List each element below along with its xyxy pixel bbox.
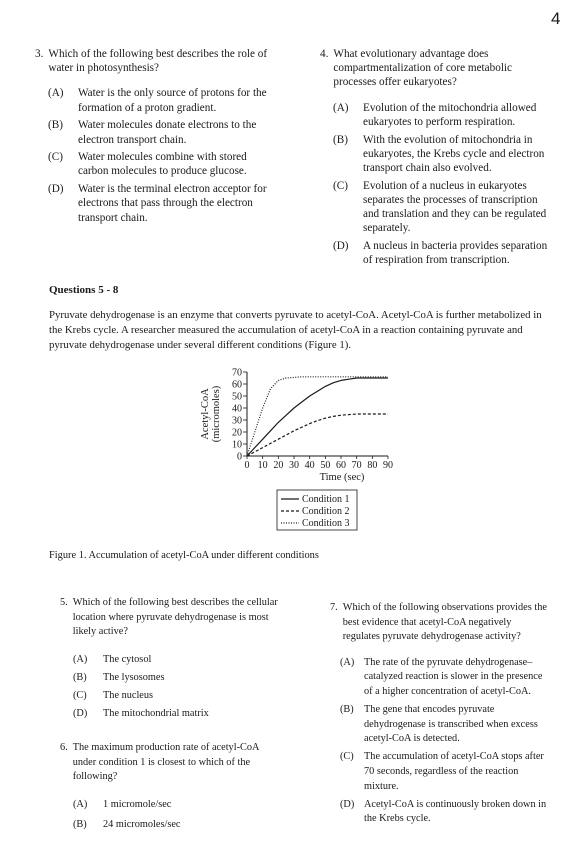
page-number: 4 — [551, 9, 561, 28]
series-lines — [247, 377, 388, 456]
option-list — [60, 796, 275, 833]
figure-1-chart — [195, 362, 405, 534]
question-5 — [60, 596, 280, 725]
x-tick-label: 90 — [383, 460, 393, 471]
y-tick-label: 30 — [232, 415, 242, 427]
y-axis-label-line-2: (micromoles) — [211, 385, 222, 443]
section-title: Questions 5 - 8 — [49, 284, 119, 296]
legend-label-1: Condition 1 — [302, 494, 350, 505]
figure-caption: Figure 1. Accumulation of acetyl-CoA under different conditions — [49, 550, 319, 561]
x-tick-label: 50 — [320, 460, 331, 471]
option-a[interactable]: (A) 1 micromole/sec — [73, 798, 172, 810]
option-a[interactable]: (A) Evolution of the mitochondria allowed eukaryotes to perform respiration. — [333, 101, 537, 128]
option-d[interactable]: (D) The mitochondrial matrix — [73, 708, 209, 720]
axes — [247, 372, 388, 456]
option-c[interactable]: (C) Water molecules combine with stored carbon molecules to produce glucose. — [48, 151, 247, 178]
option-b[interactable]: (B) Water molecules donate electrons to the electron transport chain. — [48, 119, 257, 146]
x-axis-label: Time (sec) — [319, 472, 365, 483]
x-tick-label: 40 — [304, 460, 315, 471]
series-line-condition-2 — [247, 414, 388, 456]
y-tick-label: 60 — [232, 379, 242, 391]
question-stem: Which of the following observations provides the best evidence that acetyl-CoA negatively regulates pyruvate dehydrogenase activity? — [342, 602, 547, 643]
y-axis-label-line-1: Acetyl-CoA — [200, 388, 211, 440]
question-6 — [60, 741, 275, 843]
question-stem: Which of the following best describes the role of water in photosynthesis? — [48, 48, 268, 75]
question-number: 4. — [320, 48, 329, 60]
question-stem: Which of the following best describes the cellular location where pyruvate dehydrogenase is most likely active? — [72, 597, 278, 638]
option-list — [330, 656, 550, 827]
option-a[interactable]: (A) The cytosol — [73, 653, 152, 665]
x-tick-label: 30 — [289, 460, 299, 471]
x-tick-label: 60 — [336, 460, 346, 471]
question-3 — [35, 47, 275, 228]
question-number: 5. — [60, 597, 68, 608]
question-4 — [320, 47, 550, 271]
option-b[interactable]: (B) 24 micromoles/sec — [73, 819, 181, 831]
question-7 — [330, 601, 550, 843]
legend-label-2: Condition 2 — [302, 506, 350, 517]
question-stem: The maximum production rate of acetyl-CoA under condition 1 is closest to which of the following? — [72, 742, 259, 783]
y-ticks — [232, 368, 247, 463]
y-tick-label: 0 — [237, 451, 242, 463]
y-axis-label — [200, 385, 222, 442]
series-line-condition-3 — [247, 377, 388, 456]
option-a[interactable]: (A) The rate of the pyruvate dehydrogenase–catalyzed reaction is slower in the presence of a higher concentration of acetyl-CoA. — [340, 656, 543, 697]
y-tick-label: 20 — [232, 427, 242, 439]
legend-label-3: Condition 3 — [302, 518, 350, 529]
question-stem: What evolutionary advantage does compartmentalization of core metabolic processes offer eukaryotes? — [333, 48, 513, 89]
option-list — [35, 86, 275, 224]
option-d[interactable]: (D) Acetyl-CoA is continuously broken down in the Krebs cycle. — [340, 798, 547, 825]
x-tick-label: 10 — [257, 460, 268, 471]
legend — [277, 490, 357, 530]
y-tick-label: 40 — [232, 403, 242, 415]
option-d[interactable]: (D) A nucleus in bacteria provides separation of respiration from transcription. — [333, 239, 548, 267]
intro-paragraph: Pyruvate dehydrogenase is an enzyme that converts pyruvate to acetyl-CoA. Acetyl-CoA is further metabolized in the Krebs cycle. A researcher measured the accumulation of acetyl-CoA in a reaction containing pyruvate and pyruvate dehydrogenase under several different conditions (Figure 1). — [49, 309, 542, 351]
x-tick-label: 0 — [244, 460, 250, 471]
x-tick-label: 20 — [273, 460, 284, 471]
option-list — [320, 101, 550, 268]
option-b[interactable]: (B) The gene that encodes pyruvate dehydrogenase is transcribed when excess acetyl-CoA is detected. — [340, 704, 538, 745]
option-c[interactable]: (C) Evolution of a nucleus in eukaryotes separates the processes of transcription and translation and they can be regulated separately. — [333, 179, 547, 235]
option-b[interactable]: (B) With the evolution of mitochondria in eukaryotes, the Krebs cycle and electron transport chain also evolved. — [333, 133, 545, 174]
option-b[interactable]: (B) The lysosomes — [73, 671, 165, 683]
option-a[interactable]: (A) Water is the only source of protons for the formation of a proton gradient. — [48, 87, 267, 114]
x-ticks — [245, 456, 394, 471]
question-number: 6. — [60, 742, 68, 753]
option-c[interactable]: (C) The accumulation of acetyl-CoA stops after 70 seconds, regardless of the reaction mixture. — [340, 751, 544, 792]
option-list — [60, 651, 280, 722]
y-tick-label: 50 — [232, 391, 242, 403]
y-tick-label: 10 — [232, 439, 242, 451]
option-d[interactable]: (D) Water is the terminal electron acceptor for electrons that pass through the electron transport chain. — [48, 183, 267, 224]
question-number: 7. — [330, 602, 338, 613]
option-c[interactable]: (C) The nucleus — [73, 689, 154, 701]
y-tick-label: 70 — [232, 367, 242, 379]
series-line-condition-1 — [247, 378, 388, 456]
question-number: 3. — [35, 48, 44, 60]
x-tick-label: 70 — [351, 460, 362, 471]
x-tick-label: 80 — [367, 460, 378, 471]
